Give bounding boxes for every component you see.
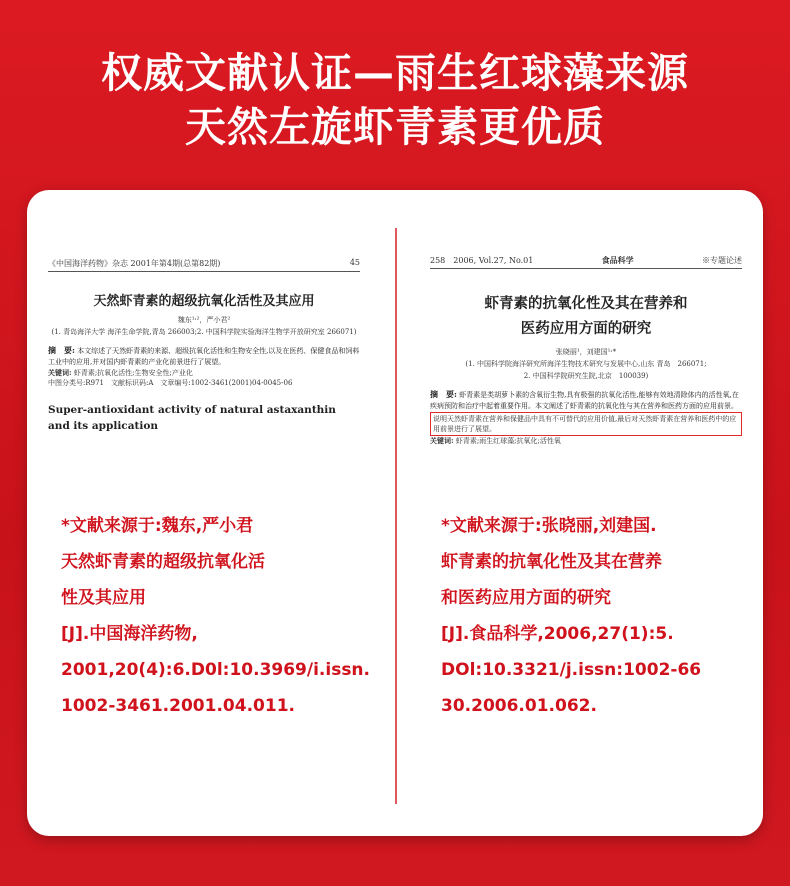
paper-right-abstract — [430, 389, 742, 412]
citation-left-line: 1002-3461.2001.04.011. — [61, 696, 295, 716]
citation-left-line: *文献来源于:魏东,严小君 — [61, 516, 254, 536]
citation-left-line: 天然虾青素的超级抗氧化活 — [61, 552, 265, 572]
column-divider — [395, 228, 397, 804]
paper-left-keywords — [48, 368, 360, 378]
paper-right-abstract-text: 虾青素是类胡萝卜素的含氧衍生物,具有极强的抗氧化活性,能够有效地清除体内的活性氧,在疾病预防和治疗中起着重要作用。本文阐述了虾青素的抗氧化性与其在营养和医药方面的应用前景。 — [430, 391, 739, 410]
paper-right-journal: 食品科学 — [601, 255, 634, 265]
paper-right-header — [430, 255, 742, 269]
paper-right-issue: 258 2006, Vol.27, No.01 — [430, 256, 534, 265]
paper-right-affiliation-2: 2. 中国科学院研究生院,北京 100039) — [523, 372, 649, 380]
paper-right-affiliation-1: (1. 中国科学院海洋研究所海洋生物技术研究与发展中心,山东 青岛 266071; — [465, 360, 707, 368]
citation-left-line: 2001,20(4):6.D0l:10.3969/i.issn. — [61, 660, 370, 680]
paper-left-abstract — [48, 345, 360, 368]
paper-right-keywords-label: 关键词: — [430, 436, 454, 445]
citation-right — [441, 508, 741, 724]
citation-right-line: *文献来源于:张晓丽,刘建国. — [441, 516, 657, 536]
paper-left-keywords-text: 虾青素;抗氧化活性;生物安全性;产业化 — [73, 369, 193, 377]
headline — [0, 46, 790, 154]
paper-left-authors: 魏东¹˒²，严小君² — [177, 316, 231, 324]
paper-right-authors: 张晓丽¹，刘建国¹˒* — [555, 348, 617, 356]
paper-right-title — [430, 291, 742, 341]
paper-left-english-title: Super-antioxidant activity of natural astaxanthin and its application — [48, 404, 336, 432]
paper-left-abstract-text: 本文综述了天然虾青素的来源、超级抗氧化活性和生物安全性,以及在医药、保健食品和饲料工业中的应用,并对国内虾青素的产业化前景进行了展望。 — [48, 347, 360, 366]
citation-right-line: 和医药应用方面的研究 — [441, 588, 611, 608]
paper-left-page: 45 — [349, 258, 360, 267]
paper-right-column: ※专题论述 — [702, 256, 742, 265]
headline-line-2: 天然左旋虾青素更优质 — [185, 103, 605, 151]
paper-left-affiliation: (1. 青岛海洋大学 海洋生命学院,青岛 266003;2. 中国科学院实验海洋生物学开放研究室 266071) — [51, 328, 357, 336]
citation-left — [61, 508, 381, 724]
paper-left-title: 天然虾青素的超级抗氧化活性及其应用 — [93, 294, 315, 309]
paper-right-abstract-label: 摘 要: — [430, 389, 457, 399]
citation-left-line: 性及其应用 — [61, 588, 146, 608]
paper-left-keywords-label: 关键词: — [48, 368, 72, 377]
paper-left-header — [48, 258, 360, 272]
citation-right-line: 虾青素的抗氧化性及其在营养 — [441, 552, 662, 572]
citation-right-line: DOl:10.3321/j.issn:1002-66 — [441, 660, 702, 680]
citation-right-line: [J].食品科学,2006,27(1):5. — [441, 624, 674, 644]
paper-right-highlight: 说明天然虾青素在营养和保健品中具有不可替代的应用价值,最后对天然虾青素在营养和医药中的应用前景进行了展望。 — [430, 412, 742, 436]
paper-scan-right — [430, 255, 742, 445]
paper-right-title-line-2: 医药应用方面的研究 — [520, 320, 652, 337]
citation-left-line: [J].中国海洋药物, — [61, 624, 198, 644]
headline-line-1: 权威文献认证—雨生红球藻来源 — [101, 49, 689, 97]
citation-right-line: 30.2006.01.062. — [441, 696, 597, 716]
paper-left-abstract-label: 摘 要: — [48, 345, 75, 355]
paper-right-title-line-1: 虾青素的抗氧化性及其在营养和 — [484, 295, 688, 312]
paper-right-keywords-text: 虾青素;雨生红球藻;抗氧化;活性氧 — [455, 437, 561, 445]
paper-scan-left — [48, 258, 360, 438]
paper-left-journal: 《中国海洋药物》杂志 2001年第4期(总第82期) — [48, 259, 221, 268]
paper-left-classification: 中图分类号:R971 文献标识码:A 文章编号:1002-3461(2001)04-0045-06 — [48, 379, 293, 387]
paper-right-keywords — [430, 436, 742, 446]
